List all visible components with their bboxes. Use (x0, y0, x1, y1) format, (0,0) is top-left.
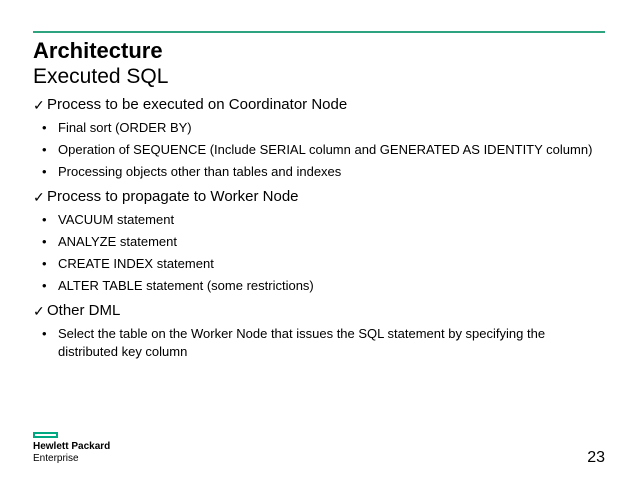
list-item (33, 255, 603, 273)
logo-text-line2: Enterprise (33, 453, 79, 464)
bullet-icon: • (42, 234, 47, 249)
list-item (33, 325, 603, 361)
top-accent-rule (33, 31, 605, 33)
list-item (33, 163, 603, 181)
bullet-icon: • (42, 278, 47, 293)
check-icon: ✓ (33, 189, 45, 205)
check-icon: ✓ (33, 303, 45, 319)
check-item (33, 187, 603, 207)
list-item-text: Processing objects other than tables and indexes (58, 164, 342, 179)
list-item (33, 233, 603, 251)
hpe-logo (33, 432, 110, 465)
logo-rectangle-icon (33, 432, 58, 438)
list-item-text: Select the table on the Worker Node that issues the SQL statement by specifying the distributed key column (58, 326, 546, 359)
list-item (33, 277, 603, 295)
section-coordinator (33, 95, 603, 181)
sub-list (33, 211, 603, 295)
bullet-icon: • (42, 326, 47, 341)
check-icon: ✓ (33, 97, 45, 113)
logo-text-line1: Hewlett Packard (33, 441, 111, 452)
bullet-icon: • (42, 164, 47, 179)
list-item (33, 141, 603, 159)
sub-list (33, 325, 603, 361)
sub-list (33, 119, 603, 181)
section-other-dml (33, 301, 603, 361)
section-heading: Process to propagate to Worker Node (47, 188, 299, 205)
page-number: 23 (587, 449, 605, 466)
list-item (33, 211, 603, 229)
list-item-text: ANALYZE statement (58, 234, 177, 249)
section-heading: Process to be executed on Coordinator Node (47, 96, 348, 113)
list-item-text: CREATE INDEX statement (58, 256, 214, 271)
slide-title: Architecture (33, 38, 163, 63)
section-heading: Other DML (47, 302, 121, 319)
slide-content (33, 95, 603, 367)
bullet-icon: • (42, 256, 47, 271)
check-item (33, 301, 603, 321)
list-item-text: ALTER TABLE statement (some restrictions) (58, 278, 314, 293)
list-item-text: Final sort (ORDER BY) (58, 120, 192, 135)
check-item (33, 95, 603, 115)
list-item-text: VACUUM statement (58, 212, 175, 227)
bullet-icon: • (42, 120, 47, 135)
list-item-text: Operation of SEQUENCE (Include SERIAL column and GENERATED AS IDENTITY column) (58, 142, 593, 157)
list-item (33, 119, 603, 137)
bullet-icon: • (42, 142, 47, 157)
slide-subtitle: Executed SQL (33, 65, 169, 88)
section-worker (33, 187, 603, 295)
bullet-icon: • (42, 212, 47, 227)
